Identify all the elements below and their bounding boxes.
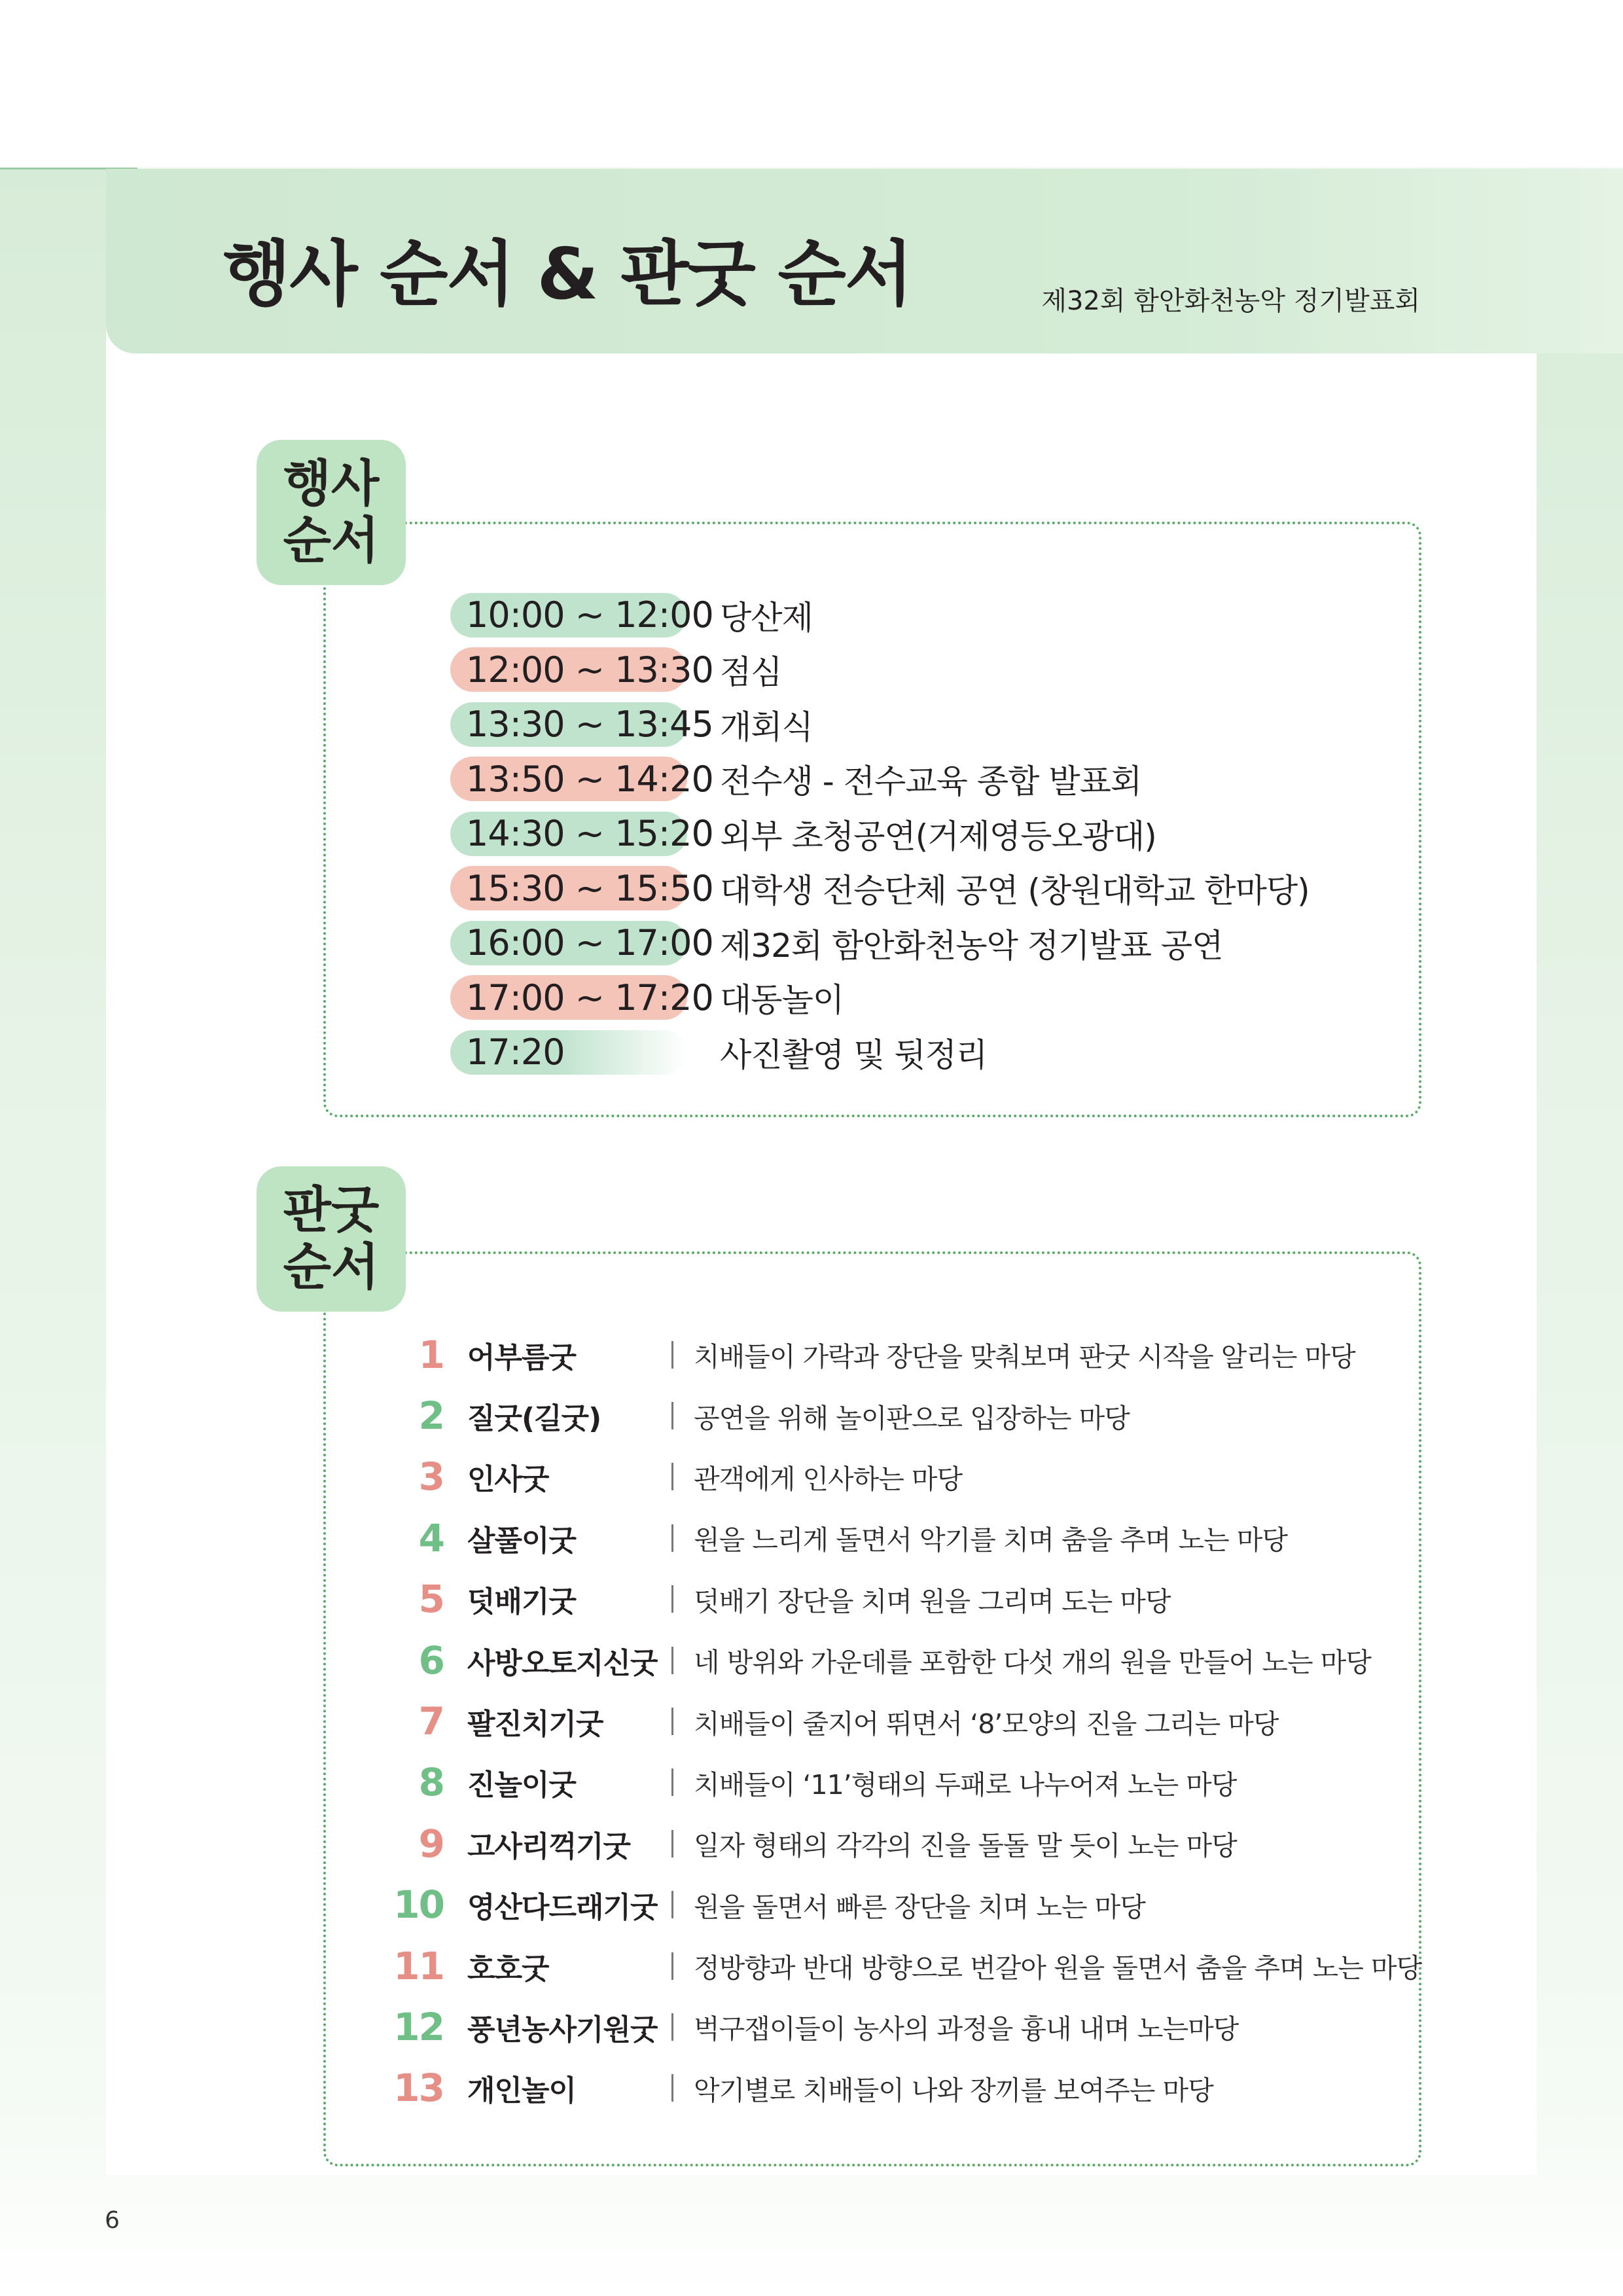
pangut-name: 덧배기굿 bbox=[467, 1585, 577, 1619]
pangut-name: 개인놀이 bbox=[467, 2074, 577, 2108]
pangut-order-badge-line1: 판굿 bbox=[283, 1181, 380, 1240]
pangut-separator bbox=[671, 1585, 694, 1613]
pangut-number: 7 bbox=[418, 1699, 444, 1744]
pangut-row bbox=[366, 1874, 1421, 1935]
pangut-row bbox=[366, 1813, 1421, 1874]
pangut-description: 관객에게 인사하는 마당 bbox=[694, 1463, 963, 1495]
pangut-description: 덧배기 장단을 치며 원을 그리며 도는 마당 bbox=[694, 1585, 1171, 1617]
schedule-time: 10:00 ~ 12:00 bbox=[450, 593, 687, 637]
schedule-row bbox=[450, 643, 1310, 698]
page-number: 6 bbox=[105, 2207, 120, 2234]
pangut-description: 네 방위와 가운데를 포함한 다섯 개의 원을 만들어 노는 마당 bbox=[694, 1647, 1371, 1679]
pangut-description: 일자 형태의 각각의 진을 돌돌 말 듯이 노는 마당 bbox=[694, 1830, 1237, 1862]
pangut-name: 살풀이굿 bbox=[467, 1524, 577, 1558]
pangut-description: 악기별로 치배들이 나와 장끼를 보여주는 마당 bbox=[694, 2074, 1213, 2106]
pangut-description: 정방향과 반대 방향으로 번갈아 원을 돌면서 춤을 추며 노는 마당 bbox=[694, 1952, 1422, 1984]
pangut-description: 벅구잽이들이 농사의 과정을 흉내 내며 노는마당 bbox=[694, 2013, 1239, 2045]
schedule-label: 점심 bbox=[720, 653, 782, 692]
page-title: 행사 순서 & 판굿 순서 bbox=[223, 234, 912, 315]
pangut-row bbox=[366, 1385, 1421, 1446]
pangut-number: 12 bbox=[393, 2004, 444, 2049]
event-order-badge bbox=[257, 440, 406, 585]
pangut-description: 치배들이 가락과 장단을 맞춰보며 판굿 시작을 알리는 마당 bbox=[694, 1341, 1355, 1373]
schedule-time: 14:30 ~ 15:20 bbox=[450, 812, 687, 856]
pangut-name: 고사리꺽기굿 bbox=[467, 1829, 631, 1863]
schedule-label: 사진촬영 및 뒷정리 bbox=[720, 1035, 988, 1074]
pangut-name: 질굿(길굿) bbox=[467, 1402, 601, 1436]
schedule-label: 대동놀이 bbox=[720, 981, 844, 1020]
schedule-time: 16:00 ~ 17:00 bbox=[450, 921, 687, 965]
schedule-row bbox=[450, 861, 1310, 916]
pangut-number: 13 bbox=[393, 2066, 444, 2111]
pangut-row bbox=[366, 1507, 1421, 1568]
schedule-row bbox=[450, 588, 1310, 643]
pangut-description: 치배들이 줄지어 뛰면서 ‘8’모양의 진을 그리는 마당 bbox=[694, 1708, 1279, 1740]
pangut-number: 1 bbox=[418, 1332, 444, 1377]
schedule-time: 17:20 bbox=[450, 1030, 687, 1075]
schedule-time: 13:50 ~ 14:20 bbox=[450, 757, 687, 801]
pangut-description: 공연을 위해 놀이판으로 입장하는 마당 bbox=[694, 1402, 1130, 1434]
pangut-number: 8 bbox=[418, 1760, 444, 1805]
pangut-row bbox=[366, 1996, 1421, 2057]
pangut-row bbox=[366, 1752, 1421, 1813]
pangut-name: 사방오토지신굿 bbox=[467, 1646, 658, 1680]
pangut-row bbox=[366, 1569, 1421, 1630]
event-schedule-list bbox=[450, 588, 1310, 1080]
pangut-row bbox=[366, 1630, 1421, 1691]
schedule-row bbox=[450, 697, 1310, 752]
pangut-number: 3 bbox=[418, 1454, 444, 1499]
pangut-separator bbox=[671, 2074, 694, 2102]
schedule-label: 당산제 bbox=[720, 598, 813, 637]
event-name: 제32회 함안화천농악 정기발표회 bbox=[1041, 286, 1420, 316]
pangut-row bbox=[366, 1446, 1421, 1507]
pangut-row bbox=[366, 1691, 1421, 1751]
pangut-separator bbox=[671, 1891, 694, 1918]
pangut-name: 인사굿 bbox=[467, 1463, 549, 1497]
event-order-badge-line1: 행사 bbox=[283, 454, 380, 513]
schedule-label: 전수생 - 전수교육 종합 발표회 bbox=[720, 762, 1142, 801]
pangut-name: 호호굿 bbox=[467, 1952, 549, 1986]
pangut-name: 진놀이굿 bbox=[467, 1768, 577, 1803]
pangut-name: 풍년농사기원굿 bbox=[467, 2013, 658, 2047]
schedule-label: 외부 초청공연(거제영등오광대) bbox=[720, 817, 1156, 855]
schedule-row bbox=[450, 752, 1310, 807]
pangut-separator bbox=[671, 1830, 694, 1857]
pangut-name: 어부름굿 bbox=[467, 1340, 577, 1374]
pangut-row bbox=[366, 1324, 1421, 1385]
schedule-label: 제32회 함안화천농악 정기발표 공연 bbox=[720, 926, 1223, 965]
pangut-description: 원을 돌면서 빠른 장단을 치며 노는 마당 bbox=[694, 1891, 1145, 1923]
pangut-separator bbox=[671, 1708, 694, 1735]
pangut-separator bbox=[671, 1952, 694, 1980]
pangut-number: 9 bbox=[418, 1821, 444, 1866]
schedule-label: 개회식 bbox=[720, 708, 813, 746]
pangut-separator bbox=[671, 1524, 694, 1552]
schedule-time: 15:30 ~ 15:50 bbox=[450, 866, 687, 910]
pangut-number: 10 bbox=[393, 1882, 444, 1928]
pangut-separator bbox=[671, 1341, 694, 1369]
schedule-time: 13:30 ~ 13:45 bbox=[450, 702, 687, 747]
schedule-label: 대학생 전승단체 공연 (창원대학교 한마당) bbox=[720, 872, 1310, 910]
pangut-number: 11 bbox=[393, 1943, 444, 1988]
pangut-number: 6 bbox=[418, 1638, 444, 1683]
pangut-description: 원을 느리게 돌면서 악기를 치며 춤을 추며 노는 마당 bbox=[694, 1524, 1287, 1556]
pangut-number: 2 bbox=[418, 1393, 444, 1439]
pangut-row bbox=[366, 1935, 1421, 1996]
pangut-separator bbox=[671, 1463, 694, 1490]
pangut-separator bbox=[671, 2013, 694, 2041]
schedule-row bbox=[450, 971, 1310, 1026]
pangut-list bbox=[366, 1324, 1421, 2119]
pangut-order-badge-line2: 순서 bbox=[283, 1238, 380, 1296]
schedule-row bbox=[450, 916, 1310, 971]
schedule-time: 17:00 ~ 17:20 bbox=[450, 975, 687, 1020]
pangut-number: 4 bbox=[418, 1515, 444, 1560]
pangut-name: 영산다드래기굿 bbox=[467, 1891, 658, 1925]
schedule-row bbox=[450, 806, 1310, 861]
pangut-separator bbox=[671, 1647, 694, 1674]
pangut-separator bbox=[671, 1768, 694, 1796]
pangut-number: 5 bbox=[418, 1577, 444, 1622]
pangut-name: 팔진치기굿 bbox=[467, 1708, 603, 1742]
pangut-row bbox=[366, 2058, 1421, 2119]
schedule-row bbox=[450, 1025, 1310, 1080]
schedule-time: 12:00 ~ 13:30 bbox=[450, 647, 687, 692]
pangut-separator bbox=[671, 1402, 694, 1429]
pangut-order-badge bbox=[257, 1166, 406, 1312]
event-order-badge-line2: 순서 bbox=[283, 511, 380, 569]
pangut-description: 치배들이 ‘11’형태의 두패로 나누어져 노는 마당 bbox=[694, 1768, 1237, 1801]
